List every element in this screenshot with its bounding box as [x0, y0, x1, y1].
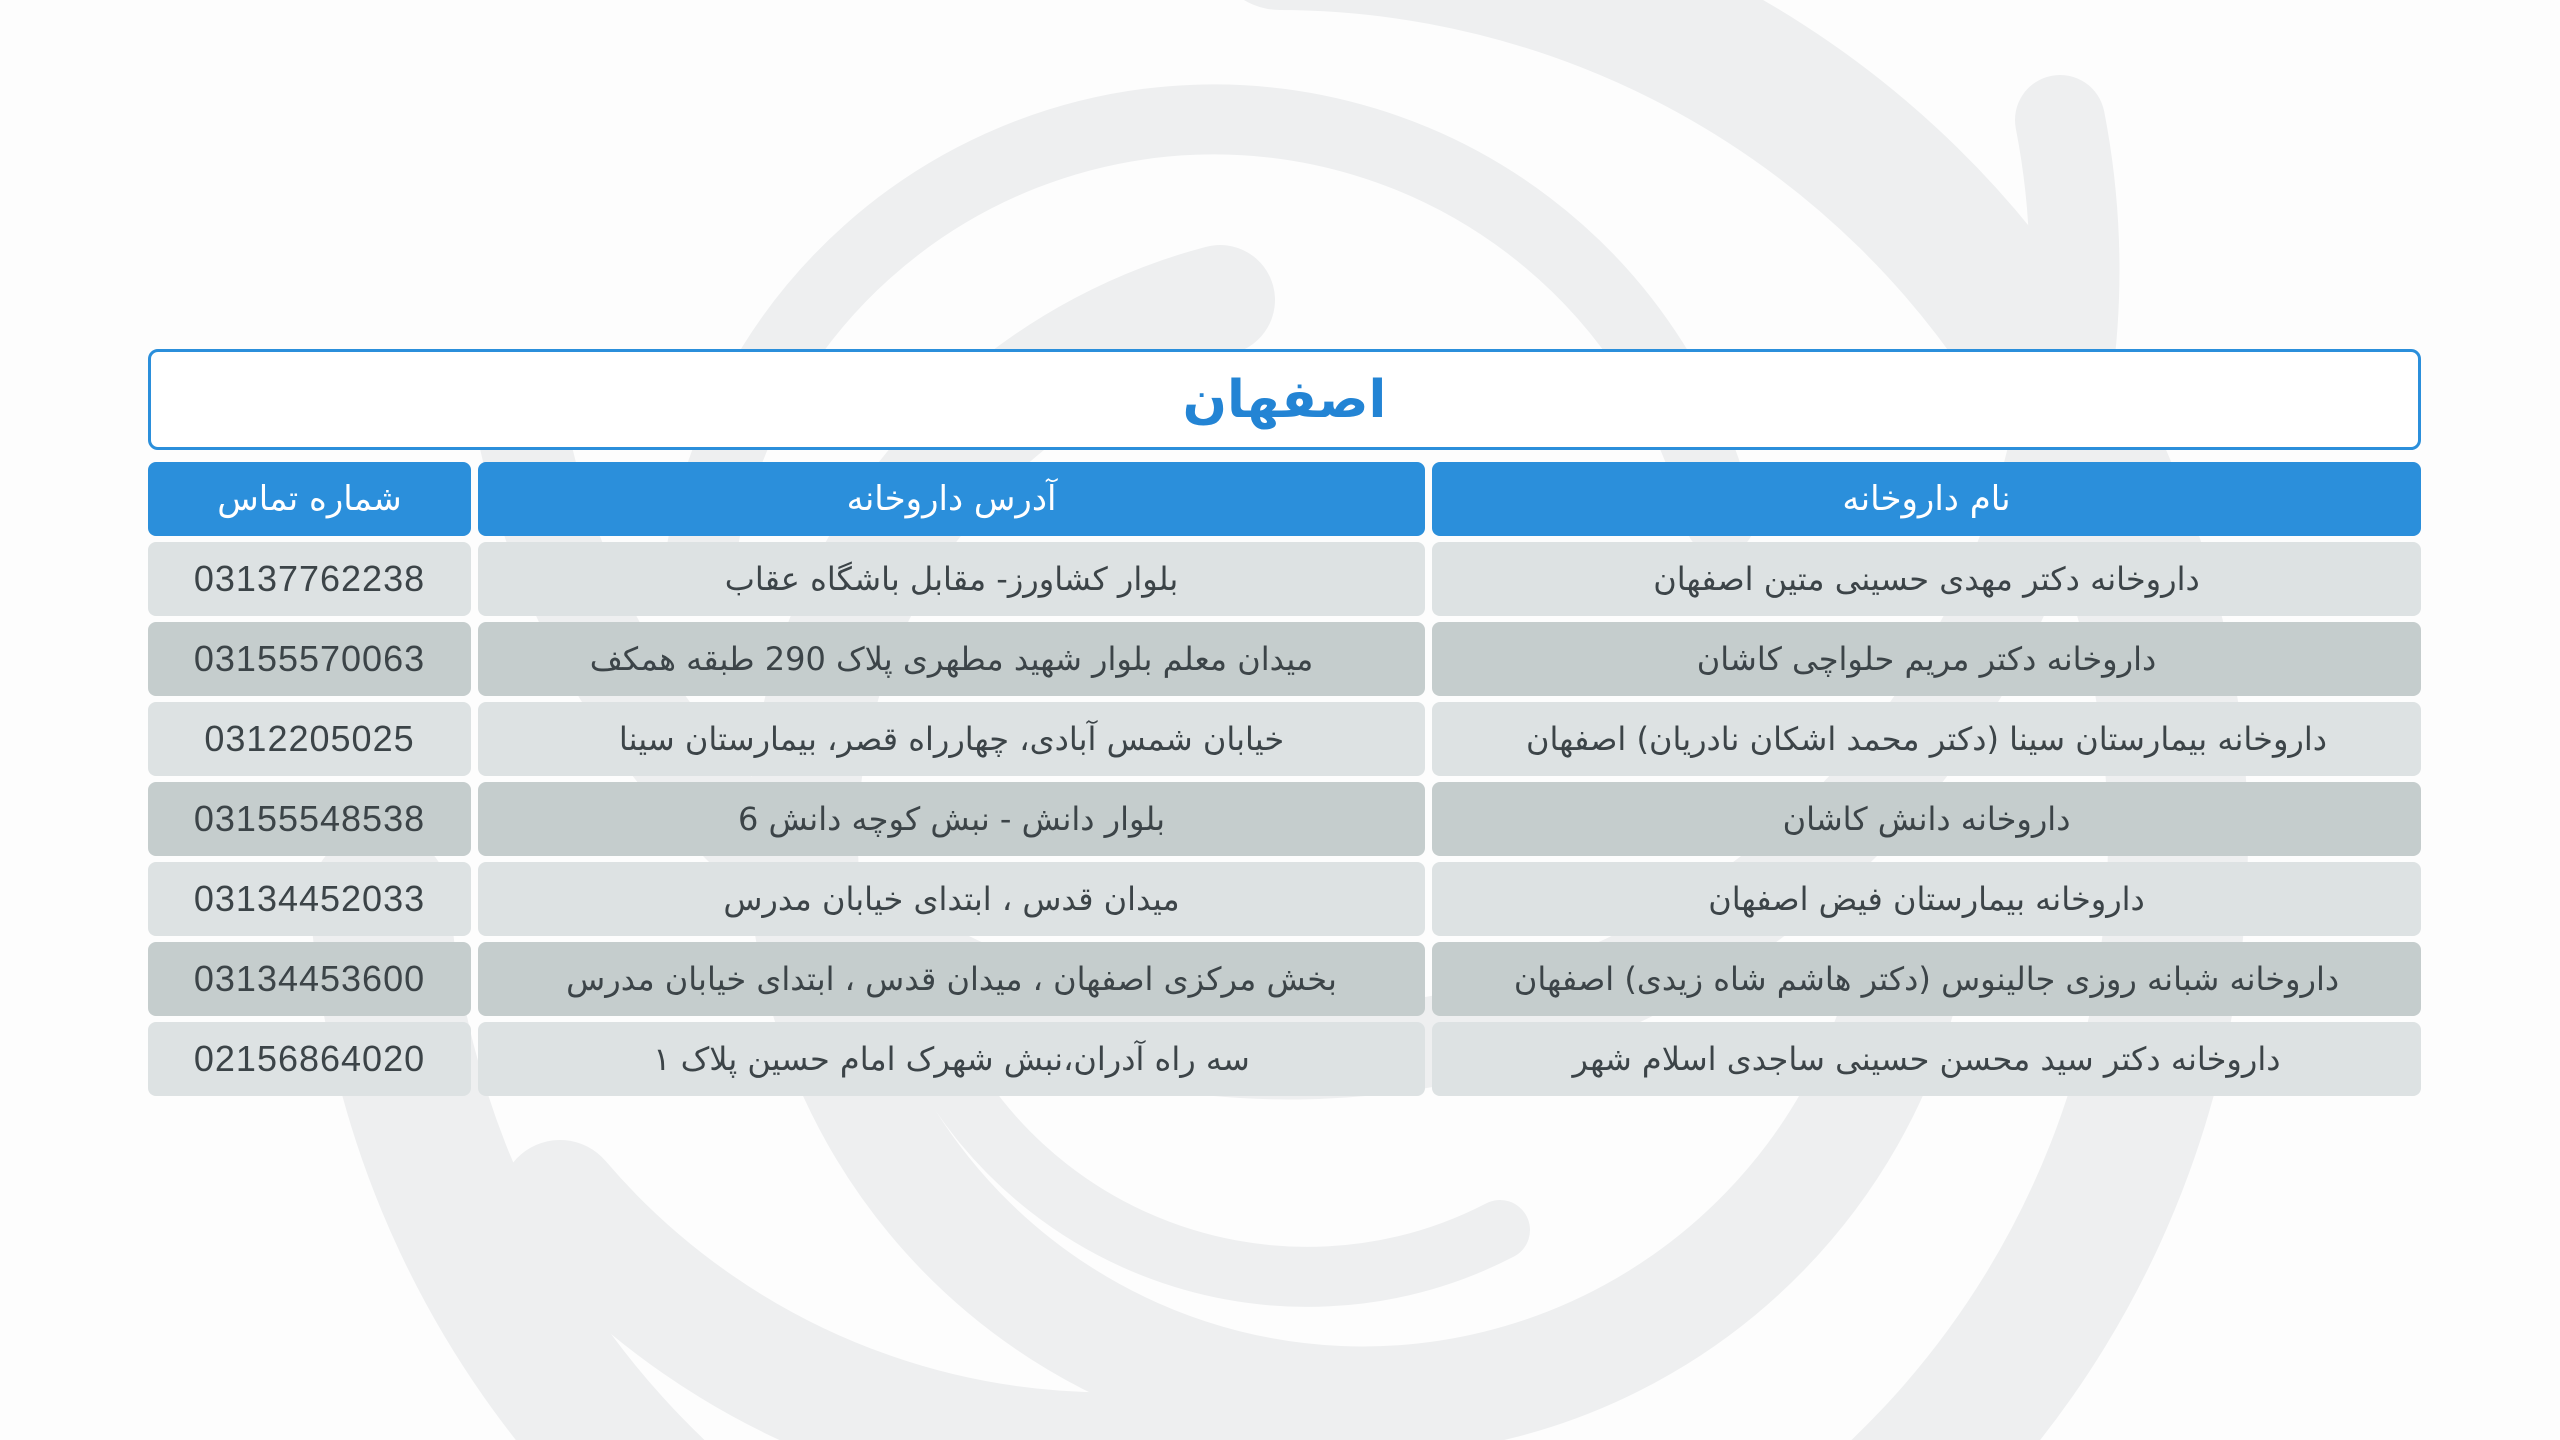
pharmacy-name-cell: داروخانه دکتر مریم حلواچی کاشان [1432, 622, 2421, 696]
column-header-name: نام داروخانه [1432, 462, 2421, 536]
pharmacy-address-cell: بلوار کشاورز- مقابل باشگاه عقاب [478, 542, 1425, 616]
pharmacy-phone-cell: 0312205025 [148, 702, 471, 776]
pharmacy-phone-cell: 03155570063 [148, 622, 471, 696]
pharmacy-phone-cell: 03134452033 [148, 862, 471, 936]
pharmacy-table-card [148, 349, 2421, 1096]
column-header-address: آدرس داروخانه [478, 462, 1425, 536]
pharmacy-name-cell: داروخانه دانش کاشان [1432, 782, 2421, 856]
pharmacy-name-cell: داروخانه دکتر مهدی حسینی متین اصفهان [1432, 542, 2421, 616]
pharmacy-address-cell: میدان قدس ، ابتدای خیابان مدرس [478, 862, 1425, 936]
city-title: اصفهان [1182, 369, 1387, 430]
pharmacy-table [148, 462, 2421, 1096]
pharmacy-name-cell: داروخانه بیمارستان فیض اصفهان [1432, 862, 2421, 936]
pharmacy-address-cell: میدان معلم بلوار شهید مطهری پلاک 290 طبقه همکف [478, 622, 1425, 696]
pharmacy-phone-cell: 03155548538 [148, 782, 471, 856]
pharmacy-name-cell: داروخانه دکتر سید محسن حسینی ساجدی اسلام شهر [1432, 1022, 2421, 1096]
pharmacy-address-cell: سه راه آدران،نبش شهرک امام حسین پلاک ۱ [478, 1022, 1425, 1096]
pharmacy-name-cell: داروخانه بیمارستان سینا (دکتر محمد اشکان نادریان) اصفهان [1432, 702, 2421, 776]
pharmacy-phone-cell: 03134453600 [148, 942, 471, 1016]
city-header [148, 349, 2421, 450]
pharmacy-name-cell: داروخانه شبانه روزی جالینوس (دکتر هاشم شاه زیدی) اصفهان [1432, 942, 2421, 1016]
pharmacy-phone-cell: 02156864020 [148, 1022, 471, 1096]
pharmacy-address-cell: بلوار دانش - نبش کوچه دانش 6 [478, 782, 1425, 856]
column-header-phone: شماره تماس [148, 462, 471, 536]
pharmacy-address-cell: خیابان شمس آبادی، چهارراه قصر، بیمارستان سینا [478, 702, 1425, 776]
pharmacy-address-cell: بخش مرکزی اصفهان ، میدان قدس ، ابتدای خیابان مدرس [478, 942, 1425, 1016]
pharmacy-phone-cell: 03137762238 [148, 542, 471, 616]
